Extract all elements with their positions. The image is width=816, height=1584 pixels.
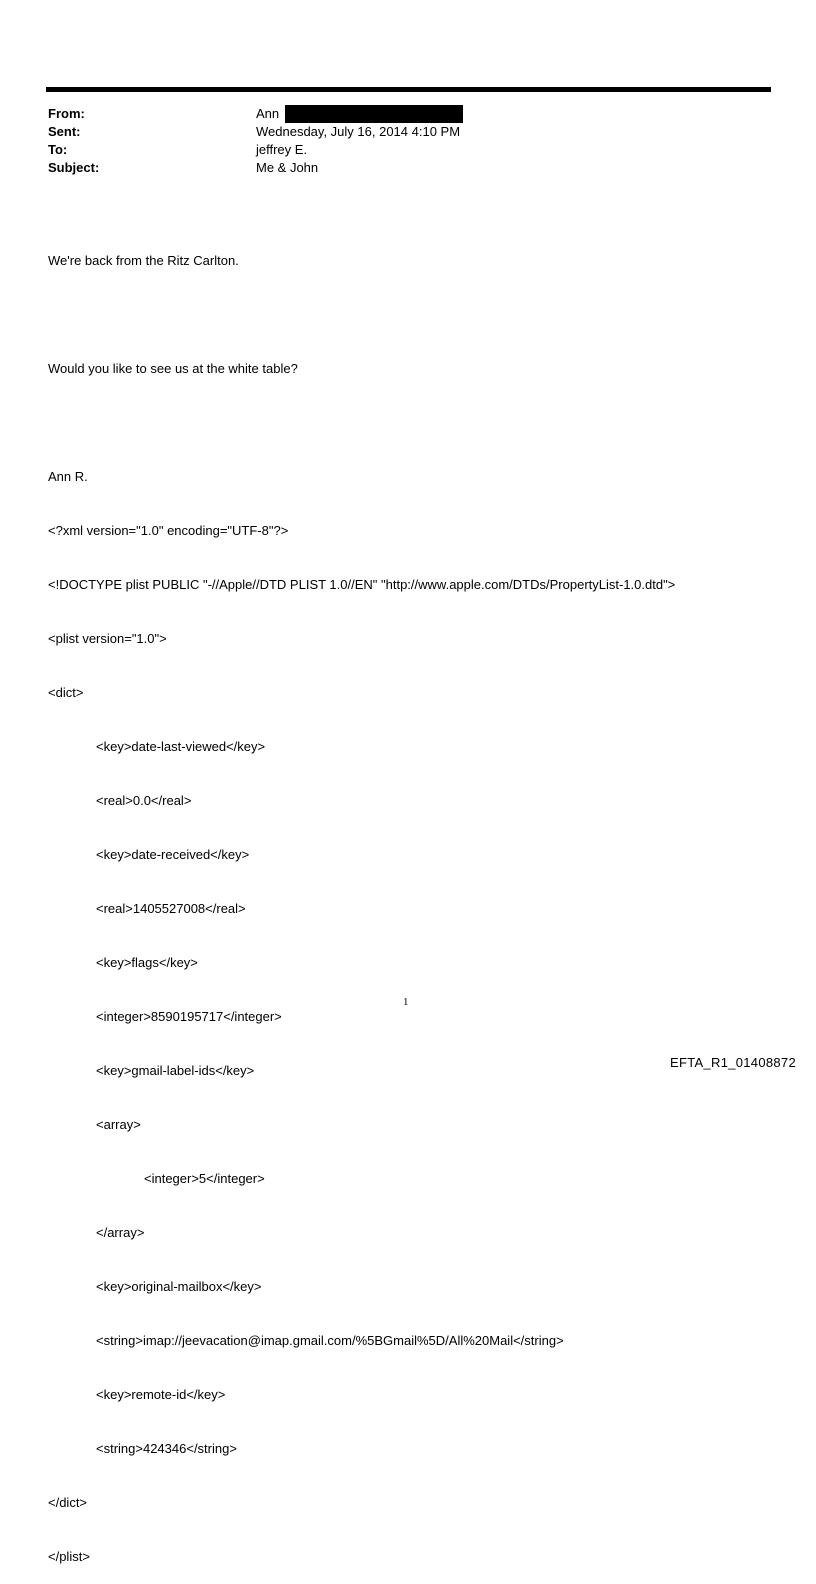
sent-value: Wednesday, July 16, 2014 4:10 PM	[256, 124, 461, 139]
subject-label: Subject:	[48, 160, 100, 175]
from-label: From:	[48, 106, 85, 121]
body-line: <key>date-last-viewed</key>	[96, 739, 266, 754]
body-line: </array>	[96, 1225, 145, 1240]
body-line: <integer>8590195717</integer>	[96, 1009, 282, 1024]
body-line: <key>remote-id</key>	[96, 1387, 226, 1402]
header-rule	[46, 87, 771, 92]
email-body	[48, 216, 675, 1584]
body-line: <key>date-received</key>	[96, 847, 250, 862]
body-line: We're back from the Ritz Carlton.	[48, 253, 239, 268]
body-line: <!DOCTYPE plist PUBLIC "-//Apple//DTD PLIST 1.0//EN" "http://www.apple.com/DTDs/PropertyList-1.0.dtd">	[48, 577, 676, 592]
subject-value: Me & John	[256, 160, 319, 175]
body-line: <?xml version="1.0" encoding="UTF-8"?>	[48, 523, 289, 538]
body-line: <string>424346</string>	[96, 1441, 237, 1456]
body-line: <key>flags</key>	[96, 955, 198, 970]
body-line: </dict>	[48, 1495, 88, 1510]
body-line: <real>0.0</real>	[96, 793, 192, 808]
bates-number: EFTA_R1_01408872	[670, 1055, 796, 1070]
body-line: <real>1405527008</real>	[96, 901, 246, 916]
body-line: <string>imap://jeevacation@imap.gmail.com/%5BGmail%5D/All%20Mail</string>	[96, 1333, 564, 1348]
body-line: </plist>	[48, 1549, 90, 1564]
redaction-box	[285, 105, 463, 123]
body-line: <dict>	[48, 685, 84, 700]
body-line: <array>	[96, 1117, 141, 1132]
page-number: 1	[403, 996, 409, 1008]
body-line: <plist version="1.0">	[48, 631, 167, 646]
body-line: <integer>5</integer>	[144, 1171, 265, 1186]
body-line: <key>original-mailbox</key>	[96, 1279, 262, 1294]
body-line	[48, 306, 675, 324]
to-value: jeffrey E.	[256, 142, 308, 157]
body-line: Ann R.	[48, 469, 88, 484]
body-line: <key>gmail-label-ids</key>	[96, 1063, 255, 1078]
from-value: Ann	[256, 106, 280, 121]
to-label: To:	[48, 142, 68, 157]
body-line: Would you like to see us at the white table?	[48, 361, 298, 376]
body-line	[48, 414, 675, 432]
sent-label: Sent:	[48, 124, 81, 139]
